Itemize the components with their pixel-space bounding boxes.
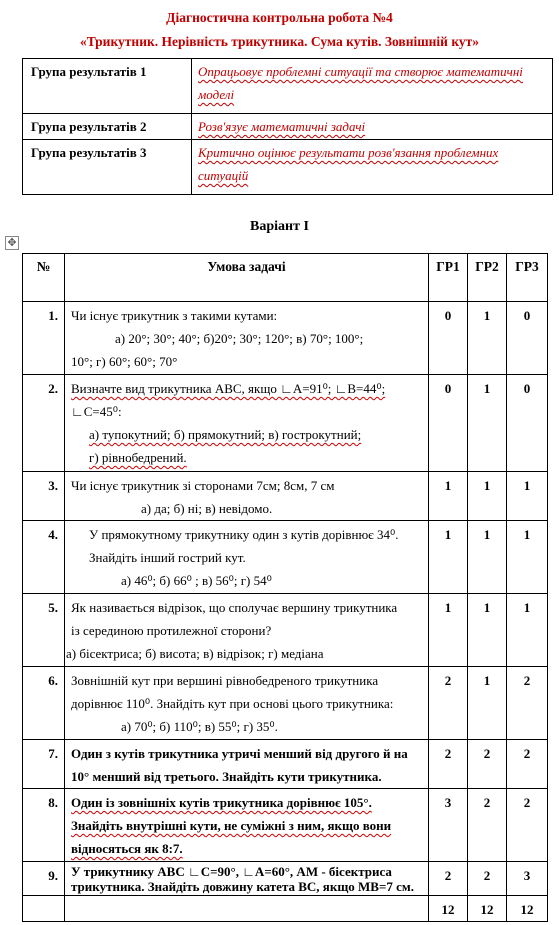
task-number: 8. <box>23 789 65 862</box>
totals-row <box>23 896 548 922</box>
results-group-text <box>192 140 553 195</box>
score-g2: 1 <box>468 521 507 594</box>
task-condition <box>65 521 429 594</box>
text-line: а) бісектриса; б) висота; в) відрізок; г) медіана <box>66 646 324 661</box>
text-line: дорівнює 110⁰. Знайдіть кут при основі цього трикутника: <box>71 696 394 711</box>
variant-heading: Варіант І <box>250 219 309 234</box>
results-group-text <box>192 59 553 114</box>
total-g1: 12 <box>429 896 468 922</box>
text-line: Визначте вид трикутника АВС, якщо ∟А=91⁰; ∟В=44⁰; <box>71 381 386 396</box>
table-header-row <box>23 254 548 302</box>
text-line: ∟С=45⁰: <box>71 404 122 419</box>
text-line: трикутника. Знайдіть довжину катета ВС, якщо МВ=7 см. <box>71 879 415 894</box>
move-icon[interactable]: ✥ <box>5 236 19 250</box>
text-line: Чи існує трикутник з такими кутами: <box>71 308 278 323</box>
text-line: а) 70⁰; б) 110⁰; в) 55⁰; г) 35⁰. <box>121 719 278 734</box>
score-g3: 1 <box>507 472 548 521</box>
text-line: Знайдіть внутрішні кути, не суміжні з ним, якщо вони <box>71 818 392 833</box>
score-g2: 1 <box>468 302 507 375</box>
table-row <box>23 521 548 594</box>
score-g2: 1 <box>468 667 507 740</box>
score-g1: 2 <box>429 740 468 789</box>
score-g1: 2 <box>429 667 468 740</box>
text-line: Розв'язує математичні задачі <box>198 119 366 134</box>
task-condition <box>65 302 429 375</box>
text-line: Критично оцінює результати розв'язання проблемних <box>198 145 499 160</box>
score-g3: 2 <box>507 740 548 789</box>
text-line: Опрацьовує проблемні ситуації та створює математичні <box>198 64 523 79</box>
totals-empty-cell <box>23 896 65 922</box>
text-line: У прямокутному трикутнику один з кутів дорівнює 34⁰. <box>89 527 399 542</box>
score-g3: 1 <box>507 521 548 594</box>
table-row <box>23 594 548 667</box>
table-row <box>23 472 548 521</box>
task-number: 3. <box>23 472 65 521</box>
text-line: відносяться як 8:7. <box>71 841 183 856</box>
header-g3: ГР3 <box>507 254 548 302</box>
score-g2: 2 <box>468 789 507 862</box>
task-number: 2. <box>23 375 65 472</box>
score-g1: 0 <box>429 375 468 472</box>
results-group-label: Група результатів 2 <box>23 114 192 140</box>
score-g3: 0 <box>507 302 548 375</box>
task-number: 4. <box>23 521 65 594</box>
results-group-text <box>192 114 553 140</box>
score-g3: 2 <box>507 667 548 740</box>
document-subtitle: «Трикутник. Нерівність трикутника. Сума кутів. Зовнішній кут» <box>79 34 480 49</box>
text-line: а) 20°; 30°; 40°; б)20°; 30°; 120°; в) 70°; 100°; <box>115 331 364 346</box>
score-g2: 1 <box>468 594 507 667</box>
text-line: моделі <box>198 87 235 102</box>
task-condition <box>65 375 429 472</box>
results-table <box>22 58 553 195</box>
results-row <box>23 59 553 114</box>
score-g1: 1 <box>429 594 468 667</box>
text-line: Знайдіть інший гострий кут. <box>89 550 246 565</box>
document-title: Діагностична контрольна робота №4 <box>166 10 393 25</box>
text-line: Зовнішній кут при вершині рівнобедреного трикутника <box>71 673 379 688</box>
table-row <box>23 740 548 789</box>
score-g2: 2 <box>468 862 507 896</box>
text-line: У трикутнику АВС ∟С=90°, ∟А=60°, АМ - бісектриса <box>71 864 392 879</box>
text-line: ситуацій <box>198 168 249 183</box>
task-number: 1. <box>23 302 65 375</box>
task-condition <box>65 740 429 789</box>
results-row <box>23 114 553 140</box>
header-g1: ГР1 <box>429 254 468 302</box>
text-line: г) рівнобедрений. <box>89 450 187 465</box>
text-line: 10° менший від третього. Знайдіть кути трикутника. <box>71 769 382 784</box>
header-condition: Умова задачі <box>65 254 429 302</box>
text-line: Один з кутів трикутника утричі менший від другого й на <box>71 746 408 761</box>
score-g1: 0 <box>429 302 468 375</box>
table-row <box>23 862 548 896</box>
score-g1: 1 <box>429 521 468 594</box>
total-g3: 12 <box>507 896 548 922</box>
table-row <box>23 375 548 472</box>
task-condition <box>65 667 429 740</box>
task-condition <box>65 789 429 862</box>
text-line: а) 46⁰; б) 66⁰ ; в) 56⁰; г) 54⁰ <box>121 573 272 588</box>
score-g1: 1 <box>429 472 468 521</box>
text-line: із серединою протилежної сторони? <box>71 623 272 638</box>
totals-empty-cell <box>65 896 429 922</box>
score-g3: 2 <box>507 789 548 862</box>
task-number: 6. <box>23 667 65 740</box>
task-condition <box>65 472 429 521</box>
header-g2: ГР2 <box>468 254 507 302</box>
text-line: а) тупокутний; б) прямокутний; в) гострокутний; <box>89 427 362 442</box>
text-line: Один із зовнішніх кутів трикутника дорівнює 105°. <box>71 795 372 810</box>
table-row <box>23 789 548 862</box>
score-g2: 2 <box>468 740 507 789</box>
score-g2: 1 <box>468 375 507 472</box>
text-line: а) да; б) ні; в) невідомо. <box>141 501 273 516</box>
total-g2: 12 <box>468 896 507 922</box>
table-row <box>23 667 548 740</box>
task-condition <box>65 594 429 667</box>
header-num: № <box>23 254 65 302</box>
score-g2: 1 <box>468 472 507 521</box>
score-g3: 0 <box>507 375 548 472</box>
task-number: 7. <box>23 740 65 789</box>
score-g3: 3 <box>507 862 548 896</box>
text-line: 10°; г) 60°; 60°; 70° <box>71 354 178 369</box>
task-number: 9. <box>23 862 65 896</box>
task-condition <box>65 862 429 896</box>
score-g1: 3 <box>429 789 468 862</box>
table-row <box>23 302 548 375</box>
results-row <box>23 140 553 195</box>
score-g3: 1 <box>507 594 548 667</box>
score-g1: 2 <box>429 862 468 896</box>
text-line: Чи існує трикутник зі сторонами 7см; 8см, 7 см <box>71 478 335 493</box>
results-group-label: Група результатів 1 <box>23 59 192 114</box>
task-number: 5. <box>23 594 65 667</box>
tasks-table <box>22 253 548 922</box>
results-group-label: Група результатів 3 <box>23 140 192 195</box>
text-line: Як називається відрізок, що сполучає вершину трикутника <box>71 600 398 615</box>
